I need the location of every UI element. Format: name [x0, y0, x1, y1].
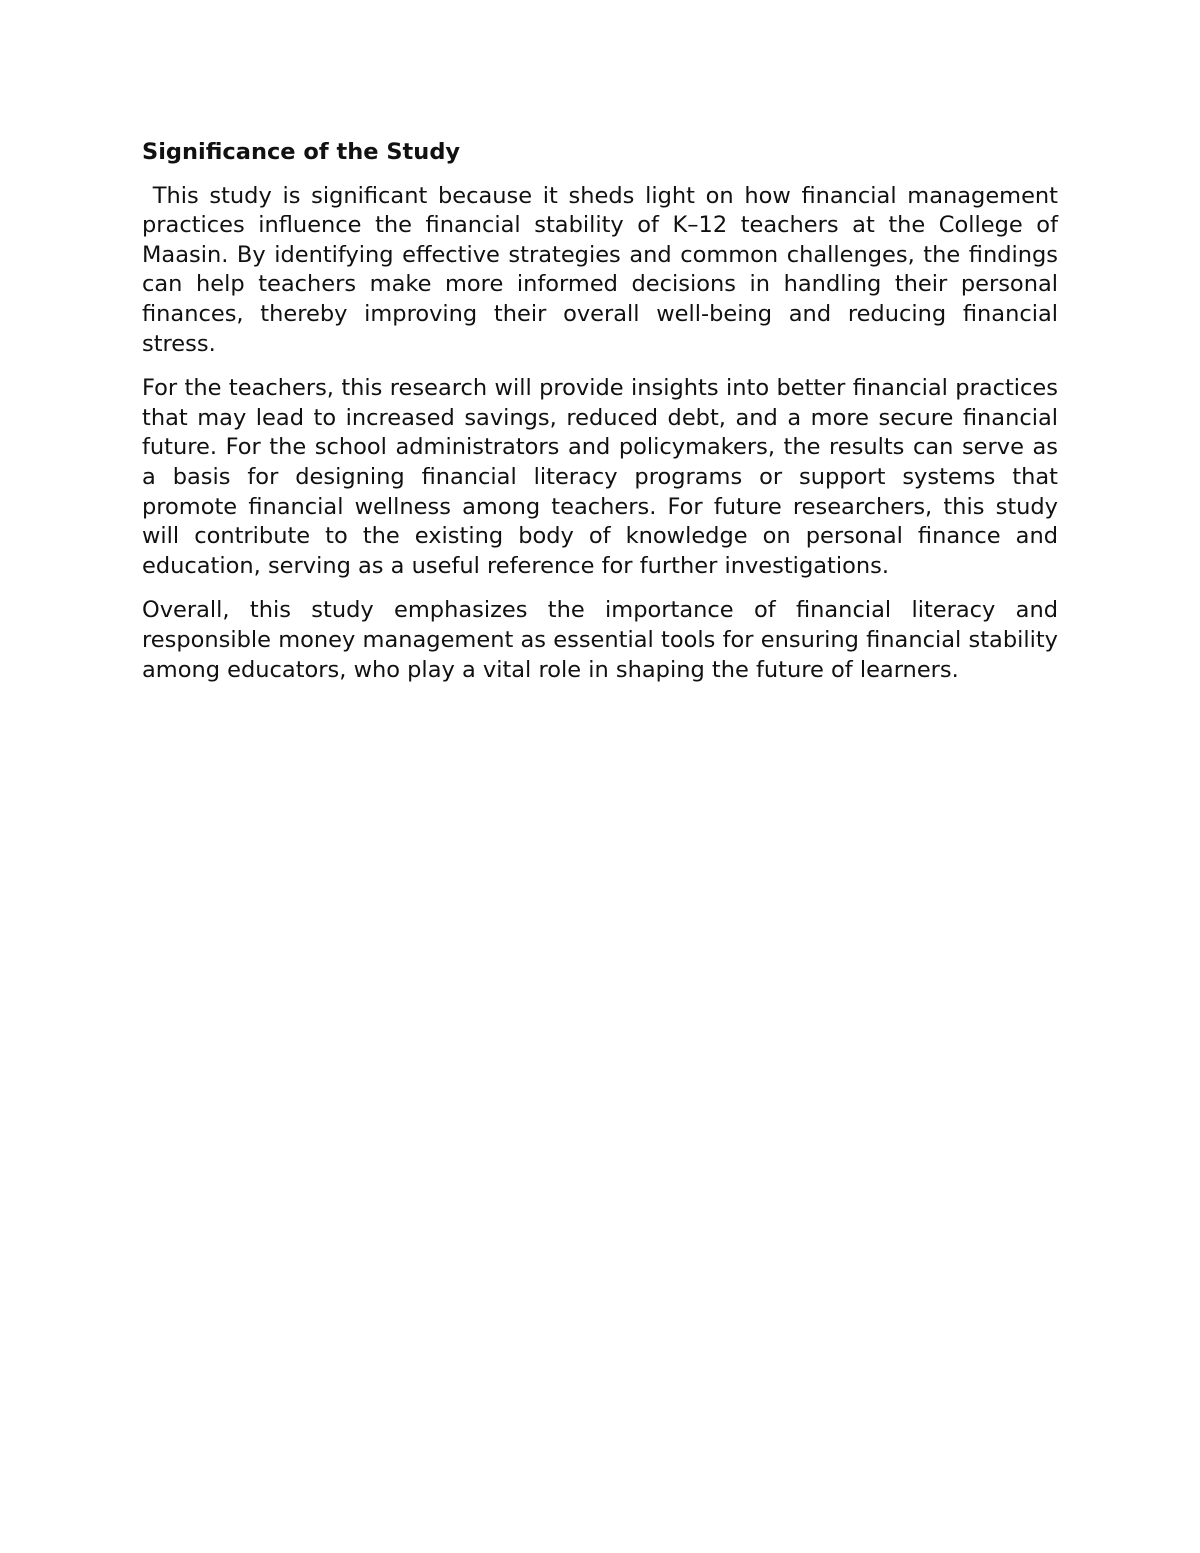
document-body — [142, 138, 1066, 700]
paragraph-conclusion: Overall, this study emphasizes the importance of financial literacy and responsible money management as essential tools for ensuring financial stability among educators, who play a vital role in shaping the future of learners. — [142, 597, 1066, 683]
paragraph-beneficiaries: For the teachers, this research will provide insights into better financial practices that may lead to increased savings, reduced debt, and a more secure financial future. For the school administrators and policymakers, the results can serve as a basis for designing financial literacy programs or support systems that promote financial wellness among teachers. For future researchers, this study will contribute to the existing body of knowledge on personal finance and education, serving as a useful reference for further investigations. — [142, 375, 1066, 579]
paragraph-intro: This study is significant because it sheds light on how financial management practices influence the financial stability of K–12 teachers at the College of Maasin. By identifying effective strategies and common challenges, the findings can help teachers make more informed decisions in handling their personal finances, thereby improving their overall well-being and reducing financial stress. — [142, 182, 1066, 357]
section-heading: Significance of the Study — [142, 139, 461, 165]
